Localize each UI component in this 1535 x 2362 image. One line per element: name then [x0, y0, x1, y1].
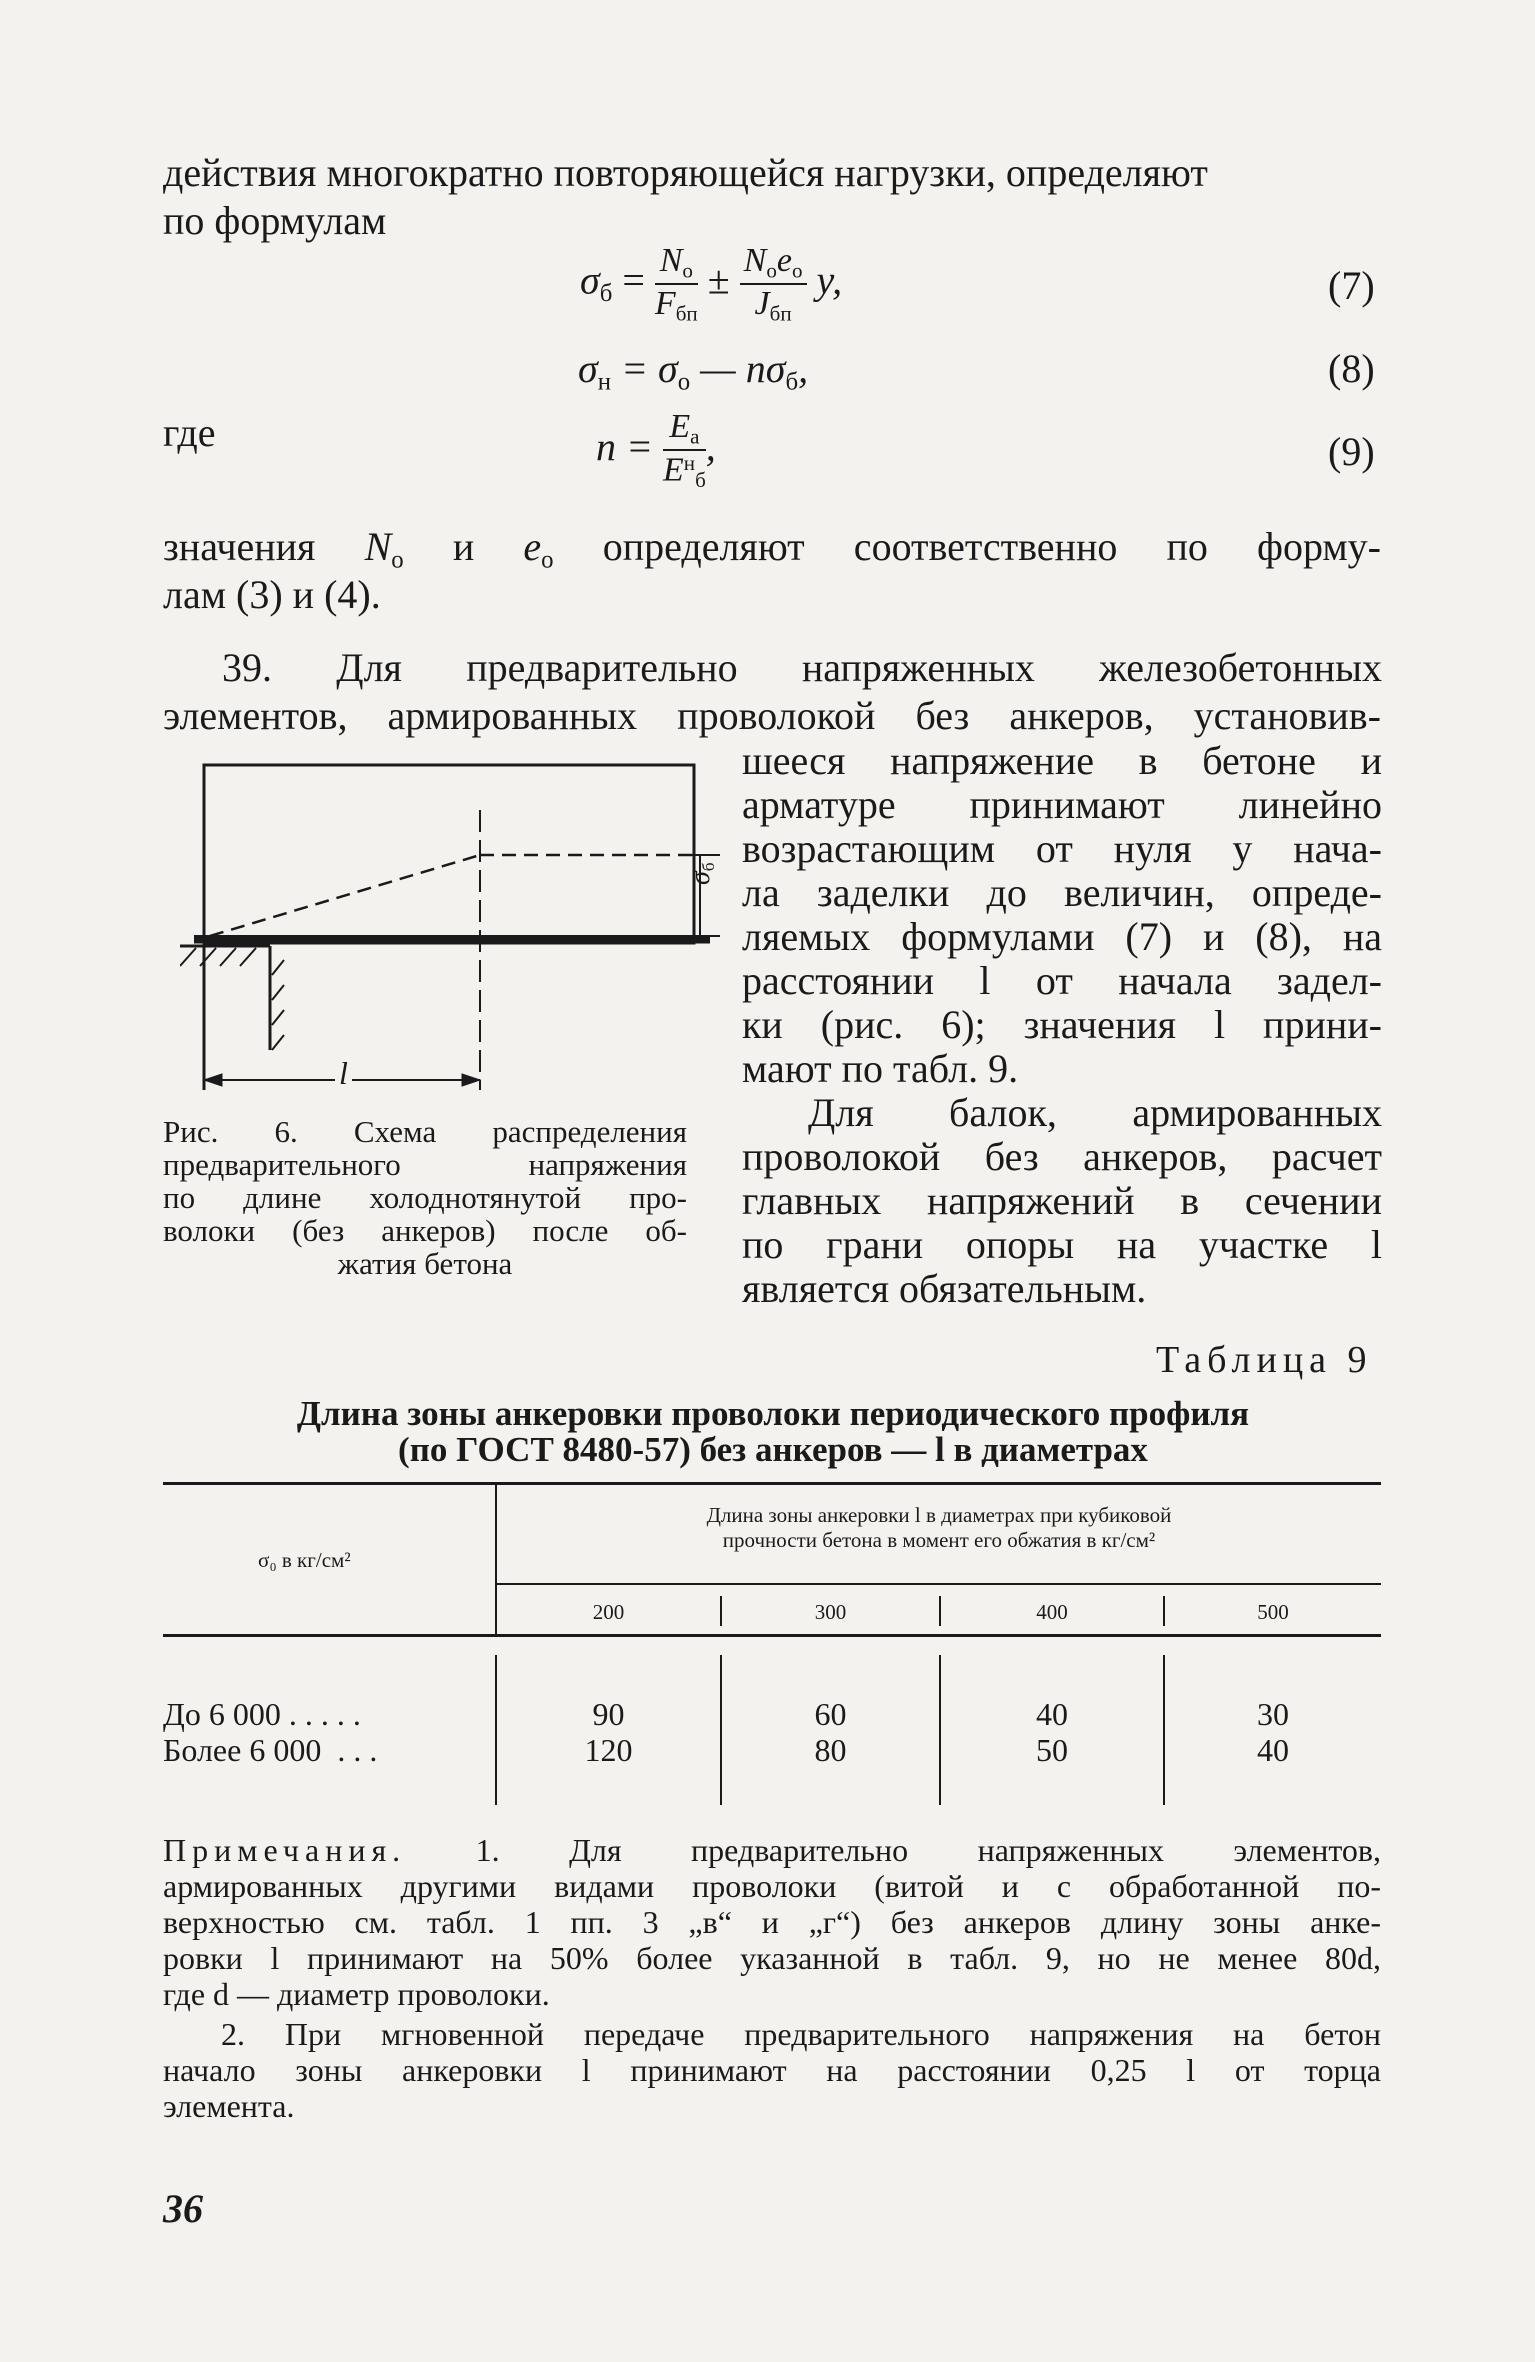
- note-1-line: армированных другими видами проволоки (витой и с обработанной по-: [163, 1868, 1381, 1904]
- f8-b-sub: о: [677, 368, 691, 396]
- f9-frac: [663, 410, 706, 491]
- f8-tail: ,: [798, 346, 809, 391]
- table-cell: 90: [592, 1696, 625, 1732]
- table-row-label: Более 6 000 . . .: [163, 1732, 378, 1768]
- beams-line: Для балок, армированных: [808, 1090, 1382, 1135]
- beams-line: по грани опоры на участке l: [742, 1222, 1382, 1267]
- f7-frac-1: [655, 244, 698, 325]
- formula-8: [578, 345, 808, 396]
- f7-frac-2: [740, 244, 807, 325]
- figure-6-diagram: [180, 760, 720, 1100]
- values-line-2: лам (3) и (4).: [163, 572, 381, 617]
- f7-den1: F: [654, 285, 676, 323]
- f7-pm: ±: [697, 257, 740, 303]
- table-cell: 30: [1257, 1696, 1289, 1732]
- figure-caption-line: по длине холоднотянутой про-: [163, 1180, 687, 1215]
- note-1-text: 1. Для предварительно напряженных элементов,: [406, 1832, 1381, 1868]
- where-label: где: [163, 410, 216, 455]
- table-column-header: 300: [814, 1600, 847, 1624]
- table-top-rule: [163, 1482, 1381, 1485]
- f7-sigma-sub: б: [599, 280, 613, 308]
- figure-sigma: σ: [685, 871, 716, 885]
- para39-right-line: ки (рис. 6); значения l прини-: [742, 1002, 1382, 1047]
- table-group-header: [497, 1503, 1381, 1553]
- table-title-line-2: (по ГОСТ 8480-57) без анкеров — l в диаметрах: [398, 1430, 1148, 1469]
- figure-caption-line: Рис. 6. Схема распределения: [163, 1114, 687, 1149]
- f8-a: σ: [578, 346, 598, 391]
- f7-num2: N: [743, 242, 767, 279]
- para39-right-line: ляемых формулами (7) и (8), на: [742, 914, 1382, 959]
- figure-caption-line: жатия бетона: [337, 1246, 513, 1281]
- f7-sigma: σ: [580, 257, 600, 303]
- table-column-header: 500: [1257, 1600, 1289, 1624]
- f7-num2-sub: о: [766, 258, 777, 283]
- figure-caption-line: волоки (без анкеров) после об-: [163, 1213, 687, 1248]
- para39-line-2: элементов, армированных проволокой без анкеров, установив-: [163, 693, 1381, 738]
- note-2-last: элемента.: [163, 2088, 295, 2124]
- table-body-divider-2: [939, 1655, 941, 1805]
- beams-line: является обязательным.: [742, 1266, 1147, 1311]
- f9-den-sup: н: [683, 451, 696, 476]
- table-group-header-line-2: прочности бетона в момент его обжатия в кг/см²: [722, 1528, 1156, 1552]
- formula-9-number: (9): [1328, 429, 1375, 474]
- f7-num2-b-sub: о: [792, 258, 803, 283]
- table-cell: 50: [1036, 1732, 1068, 1768]
- table-body-divider-1: [720, 1655, 722, 1805]
- values-e-sub: о: [541, 546, 554, 574]
- table-row-label: До 6 000 . . . . .: [163, 1696, 361, 1732]
- figure-caption-line: предварительного напряжения: [163, 1147, 687, 1182]
- table-column-header: 400: [1036, 1600, 1068, 1624]
- para39-right-line: мают по табл. 9.: [742, 1046, 1019, 1091]
- f7-den2: J: [754, 285, 770, 323]
- values-p1: значения: [163, 524, 365, 569]
- table-label: Таблица 9: [1156, 1339, 1373, 1381]
- para39-right-line: арматуре принимают линейно: [742, 782, 1382, 827]
- note-1-last: где d — диаметр проволоки.: [163, 1976, 550, 2012]
- beams-line: проволокой без анкеров, расчет: [742, 1134, 1382, 1179]
- table-cell: 40: [1036, 1696, 1068, 1732]
- f8-b: = σ: [611, 346, 678, 391]
- formula-7: [580, 244, 842, 325]
- page-number: 36: [163, 2186, 203, 2231]
- para39-line-1: 39. Для предварительно напряженных железобетонных: [222, 645, 1382, 690]
- support-hatch: [180, 948, 284, 1050]
- f7-num2-b: e: [776, 242, 792, 279]
- note-2-line: начало зоны анкеровки l принимают на расстоянии 0,25 l от торца: [163, 2052, 1381, 2088]
- stress-slope-line: [210, 855, 480, 936]
- f8-c: — nσ: [690, 346, 786, 391]
- table-cell: 80: [814, 1732, 847, 1768]
- para39-right-line: возрастающим от нуля у нача-: [742, 826, 1382, 871]
- f7-den2-sub: бп: [769, 301, 792, 326]
- note-1-line: ровки l принимают на 50% более указанной в табл. 9, но не менее 80d,: [163, 1940, 1381, 1976]
- l-arrow-right: [462, 1074, 480, 1086]
- intro-line-2: по формулам: [163, 198, 387, 243]
- table-body-divider-3: [1163, 1655, 1165, 1805]
- beams-line: главных напряжений в сечении: [742, 1178, 1382, 1223]
- table-cell: 40: [1257, 1732, 1289, 1768]
- notes-heading: Примечания.: [163, 1832, 407, 1868]
- notes-block: [163, 1832, 1381, 2124]
- f8-c-sub: б: [785, 368, 799, 396]
- f7-den1-sub: бп: [675, 301, 698, 326]
- figure-sigma-label: [685, 862, 719, 885]
- table-group-rule: [497, 1583, 1381, 1585]
- table-cell: 120: [584, 1732, 633, 1768]
- table-cell: 60: [814, 1696, 847, 1732]
- figure-caption: [163, 1115, 687, 1280]
- table-header-rule: [163, 1634, 1381, 1637]
- para39-right-line: шееся напряжение в бетоне и: [742, 738, 1382, 783]
- f9-num-sub: а: [690, 424, 700, 449]
- note-2-line: 2. При мгновенной передаче предварительного напряжения на бетон: [221, 2016, 1381, 2052]
- values-N: N: [364, 524, 392, 569]
- table-col0-header: σ₀ в кг/см²: [258, 1548, 351, 1572]
- figure-sigma-sub: б: [699, 862, 719, 872]
- note-1-line: [163, 1832, 1381, 1868]
- values-rest: определяют соответственно по форму-: [553, 524, 1381, 569]
- formula-8-number: (8): [1328, 346, 1375, 391]
- f7-tail: y,: [806, 257, 843, 303]
- f9-tail: ,: [705, 423, 716, 469]
- f7-num1: N: [659, 242, 683, 279]
- f9-a: n =: [596, 423, 663, 469]
- table-title-line-1: Длина зоны анкеровки проволоки периодического профиля: [296, 1394, 1250, 1433]
- values-N-sub: о: [391, 546, 404, 574]
- table-column-header: 200: [592, 1600, 625, 1624]
- figure-l-label: l: [335, 1055, 352, 1092]
- para39-right-line: расстоянии l от начала задел-: [742, 958, 1382, 1003]
- f9-den: E: [663, 451, 684, 489]
- values-and: и: [403, 524, 524, 569]
- f9-num: E: [669, 408, 691, 445]
- f7-num1-sub: о: [682, 258, 693, 283]
- l-arrow-left: [204, 1074, 222, 1086]
- intro-line-1: действия многократно повторяющейся нагрузки, определяют: [163, 150, 1208, 195]
- values-e: e: [523, 524, 542, 569]
- f8-a-sub: н: [597, 368, 612, 396]
- formula-9: [596, 410, 716, 491]
- table-body-divider-0: [495, 1655, 497, 1805]
- note-1-line: верхностью см. табл. 1 пп. 3 „в“ и „г“) без анкеров длину зоны анке-: [163, 1904, 1381, 1940]
- f9-den-sub: б: [695, 468, 706, 493]
- table-group-header-line-1: Длина зоны анкеровки l в диаметрах при кубиковой: [706, 1503, 1172, 1527]
- para39-right-line: ла заделки до величин, опреде-: [742, 870, 1382, 915]
- f7-eq: =: [612, 257, 655, 303]
- formula-7-number: (7): [1328, 263, 1375, 308]
